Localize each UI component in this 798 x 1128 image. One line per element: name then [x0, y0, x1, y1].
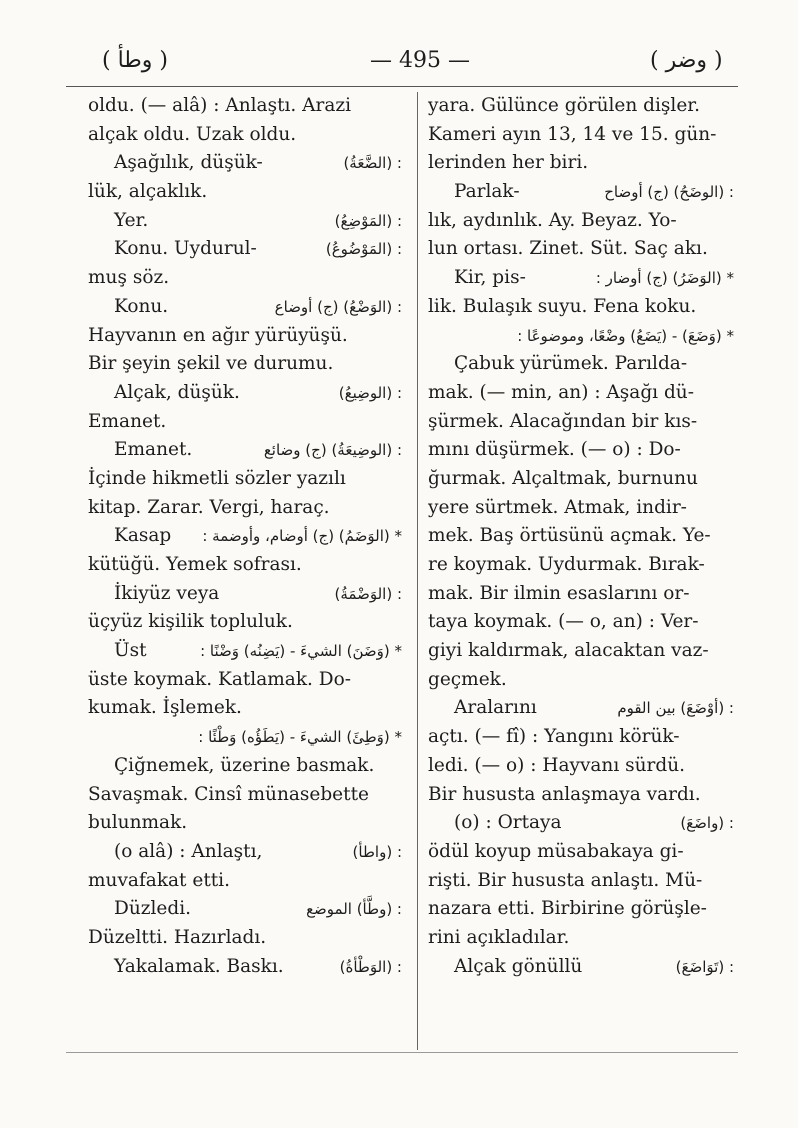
entry-text: ğurmak. Alçaltmak, burnunu	[428, 467, 698, 489]
dictionary-line	[88, 207, 404, 236]
dictionary-line	[88, 809, 404, 838]
entry-text: lik. Bulaşık suyu. Fena koku.	[428, 295, 697, 317]
entry-text: lun ortası. Zinet. Süt. Saç akı.	[428, 238, 708, 260]
entry-text: Düzledi.	[114, 898, 191, 920]
dictionary-line	[428, 522, 736, 551]
dictionary-line	[428, 149, 736, 178]
entry-text: Parlak-	[454, 181, 520, 203]
entry-text: ödül koyup müsabakaya gi-	[428, 840, 684, 862]
dictionary-line	[428, 809, 736, 838]
dictionary-line	[428, 666, 736, 695]
dictionary-line	[88, 694, 404, 723]
entry-text: yara. Gülünce görülen dişler.	[428, 95, 700, 116]
entry-text: re koymak. Uydurmak. Bırak-	[428, 554, 705, 575]
dictionary-line	[88, 436, 404, 465]
arabic-headword: : (الوَضْعُ) (ج) أوضاع	[274, 297, 402, 316]
entry-text: Yakalamak. Baskı.	[114, 955, 284, 977]
dictionary-line	[428, 580, 736, 609]
column-divider	[417, 92, 418, 1050]
entry-text: kitap. Zarar. Vergi, haraç.	[88, 496, 330, 518]
entry-text: muş söz.	[88, 267, 170, 289]
dictionary-line	[428, 465, 736, 494]
dictionary-line	[88, 350, 404, 379]
dictionary-line	[428, 350, 736, 379]
dictionary-line	[88, 838, 404, 867]
entry-text: üçyüz kişilik topluluk.	[88, 611, 293, 633]
entry-text: Bir hususta anlaşmaya vardı.	[428, 783, 701, 805]
entry-text: Kameri ayın 13, 14 ve 15. gün-	[428, 123, 717, 145]
left-column	[88, 92, 404, 981]
dictionary-line	[88, 637, 404, 666]
entry-text: geçmek.	[428, 668, 507, 690]
entry-text: giyi kaldırmak, alacaktan vaz-	[428, 640, 709, 662]
dictionary-line	[428, 207, 736, 236]
arabic-headword: * (وَطِئَ) الشيءَ - (يَطَؤُه) وَطْئًا :	[198, 728, 402, 747]
arabic-headword: : (المَوْضُوعُ)	[325, 240, 402, 259]
arabic-headword: : (الوضِيعُ)	[338, 383, 402, 402]
entry-text: rişti. Bir hususta anlaştı. Mü-	[428, 869, 703, 891]
arabic-headword: : (الوَطْأةُ)	[339, 957, 402, 976]
entry-text: mak. (— min, an) : Aşağı dü-	[428, 381, 694, 403]
entry-text: Konu.	[114, 295, 169, 317]
footer-rule	[66, 1052, 738, 1053]
entry-text: üste koymak. Katlamak. Do-	[88, 668, 352, 690]
dictionary-line	[428, 608, 736, 637]
page-number: — 495 —	[370, 48, 470, 73]
entry-text: Bir şeyin şekil ve durumu.	[88, 353, 334, 375]
dictionary-line	[428, 953, 736, 982]
entry-text: Aralarını	[454, 697, 537, 719]
entry-text: Üst	[114, 640, 147, 662]
entry-text: Yer.	[114, 209, 149, 231]
dictionary-line	[428, 92, 736, 121]
dictionary-line	[88, 465, 404, 494]
entry-text: (o) : Ortaya	[454, 812, 562, 834]
dictionary-line	[428, 838, 736, 867]
arabic-headword: : (واضَعَ)	[680, 814, 734, 833]
dictionary-line	[428, 551, 736, 580]
entry-text: mek. Baş örtüsünü açmak. Ye-	[428, 525, 711, 547]
entry-text: lük, alçaklık.	[88, 181, 208, 203]
dictionary-line	[428, 264, 736, 293]
arabic-headword: : (الوضِيعَةُ) (ج) وضائع	[263, 441, 402, 460]
entry-text: muvafakat etti.	[88, 869, 230, 891]
dictionary-line	[428, 293, 736, 322]
entry-text: Alçak, düşük.	[114, 381, 240, 403]
dictionary-line	[88, 293, 404, 322]
header-left-keyword: ( وطأ )	[102, 48, 168, 73]
dictionary-line	[428, 235, 736, 264]
entry-text: Çiğnemek, üzerine basmak.	[114, 754, 375, 776]
entry-text: İçinde hikmetli sözler yazılı	[88, 467, 346, 489]
arabic-headword: : (الوضَحُ) (ج) أوضاح	[604, 183, 734, 202]
entry-text: Emanet.	[88, 410, 167, 432]
dictionary-line	[428, 895, 736, 924]
entry-text: mak. Bir ilmin esaslarını or-	[428, 582, 690, 604]
dictionary-line	[428, 781, 736, 810]
entry-text: (o alâ) : Anlaştı,	[114, 840, 263, 862]
dictionary-line	[428, 723, 736, 752]
dictionary-line	[428, 322, 736, 351]
dictionary-line	[428, 752, 736, 781]
dictionary-line	[88, 379, 404, 408]
dictionary-line	[88, 178, 404, 207]
dictionary-line	[88, 494, 404, 523]
dictionary-line	[428, 121, 736, 150]
dictionary-line	[88, 752, 404, 781]
entry-text: bulunmak.	[88, 812, 188, 834]
dictionary-line	[428, 494, 736, 523]
entry-text: Çabuk yürümek. Parılda-	[454, 353, 688, 375]
entry-text: kütüğü. Yemek sofrası.	[88, 554, 302, 575]
page-header	[0, 44, 798, 84]
entry-text: şürmek. Alacağından bir kıs-	[428, 410, 698, 432]
dictionary-line	[88, 322, 404, 351]
entry-text: Hayvanın en ağır yürüyüşü.	[88, 324, 348, 346]
entry-text: nazara etti. Birbirine görüşle-	[428, 898, 707, 920]
entry-text: Kir, pis-	[454, 267, 526, 289]
dictionary-line	[88, 149, 404, 178]
dictionary-line	[428, 924, 736, 953]
entry-text: Emanet.	[114, 439, 193, 461]
entry-text: yere sürtmek. Atmak, indir-	[428, 496, 687, 518]
entry-text: lık, aydınlık. Ay. Beyaz. Yo-	[428, 209, 677, 231]
entry-text: Kasap	[114, 525, 172, 547]
dictionary-line	[428, 436, 736, 465]
arabic-headword: : (واطأ)	[352, 842, 402, 861]
entry-text: Konu. Uydurul-	[114, 238, 257, 260]
entry-text: oldu. (— alâ) : Anlaştı. Arazi	[88, 95, 352, 116]
entry-text: açtı. (— fî) : Yangını körük-	[428, 726, 680, 748]
dictionary-line	[88, 895, 404, 924]
entry-text: Düzeltti. Hazırladı.	[88, 926, 267, 948]
entry-text: taya koymak. (— o, an) : Ver-	[428, 611, 699, 633]
entry-text: kumak. İşlemek.	[88, 697, 242, 719]
header-rule	[66, 86, 738, 87]
arabic-headword: * (وَضَعَ) - (يَضَعُ) وضْعًا، وموضوعًا :	[517, 326, 734, 345]
entry-text: lerinden her biri.	[428, 152, 589, 174]
dictionary-line	[88, 953, 404, 982]
dictionary-line	[428, 867, 736, 896]
dictionary-line	[88, 551, 404, 580]
arabic-headword: * (الوَضَرُ) (ج) أوضار :	[595, 269, 734, 288]
arabic-headword: : (الضَّعَةُ)	[343, 154, 402, 173]
dictionary-line	[88, 723, 404, 752]
header-right-keyword: ( وضر )	[650, 48, 723, 73]
arabic-headword: : (المَوْضِعُ)	[334, 211, 402, 230]
entry-text: İkiyüz veya	[114, 582, 220, 604]
entry-text: rini açıkladılar.	[428, 926, 570, 948]
entry-text: mını düşürmek. (— o) : Do-	[428, 439, 681, 461]
dictionary-line	[428, 379, 736, 408]
dictionary-line	[88, 608, 404, 637]
dictionary-line	[88, 867, 404, 896]
arabic-headword: : (الوَضْمَةُ)	[334, 584, 402, 603]
dictionary-line	[428, 637, 736, 666]
dictionary-line	[88, 522, 404, 551]
dictionary-line	[88, 924, 404, 953]
dictionary-line	[428, 408, 736, 437]
arabic-headword: * (الوَضَمُ) (ج) أوضام، وأوضمة :	[202, 527, 402, 546]
dictionary-line	[88, 264, 404, 293]
dictionary-line	[428, 178, 736, 207]
arabic-headword: : (أوْضَعَ) بين القوم	[617, 699, 734, 718]
arabic-headword: * (وَضَنَ) الشيءَ - (يَضِنُه) وَضْنًا :	[200, 642, 402, 661]
right-column	[428, 92, 736, 981]
dictionary-line	[88, 580, 404, 609]
entry-text: Aşağılık, düşük-	[114, 152, 263, 174]
entry-text: ledi. (— o) : Hayvanı sürdü.	[428, 754, 686, 776]
dictionary-line	[88, 235, 404, 264]
dictionary-line	[88, 121, 404, 150]
arabic-headword: : (تَوَاضَعَ)	[675, 957, 734, 976]
entry-text: alçak oldu. Uzak oldu.	[88, 123, 297, 145]
dictionary-line	[88, 666, 404, 695]
dictionary-line	[88, 781, 404, 810]
entry-text: Savaşmak. Cinsî münasebette	[88, 783, 369, 805]
entry-text: Alçak gönüllü	[454, 955, 583, 977]
dictionary-line	[428, 694, 736, 723]
arabic-headword: : (وطَّأ) الموضع	[306, 900, 402, 919]
dictionary-line	[88, 92, 404, 121]
dictionary-line	[88, 408, 404, 437]
